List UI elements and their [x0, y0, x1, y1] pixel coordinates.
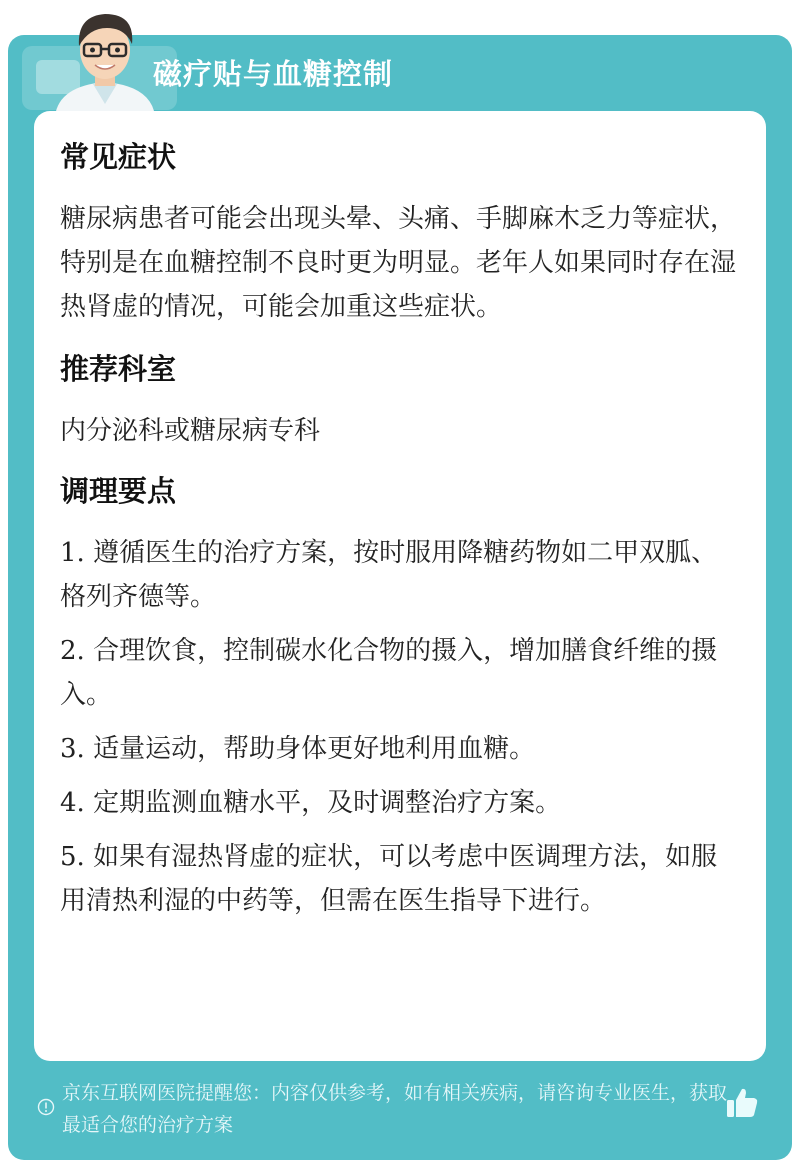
page-title: 磁疗贴与血糖控制: [153, 57, 394, 91]
info-icon: [37, 1098, 55, 1116]
disclaimer-text: 京东互联网医院提醒您：内容仅供参考，如有相关疾病，请咨询专业医生，获取最适合您的治疗方案: [62, 1082, 728, 1136]
section-heading-department: 推荐科室: [60, 352, 177, 386]
list-item: [60, 727, 740, 771]
list-item-number: 1.: [60, 538, 85, 568]
list-item-text: 如果有湿热肾虚的症状，可以考虑中医调理方法，如服用清热利湿的中药等，但需在医生指导下进行。: [60, 842, 718, 916]
list-item-number: 5.: [60, 842, 85, 872]
list-item: [60, 781, 740, 825]
list-item: [60, 531, 740, 619]
list-item-number: 4.: [60, 788, 85, 818]
doctor-avatar: [45, 4, 165, 116]
content-card: [34, 111, 766, 1061]
thumbs-up-icon[interactable]: [724, 1085, 760, 1121]
list-item: [60, 835, 740, 923]
list-item: [60, 629, 740, 717]
list-item-text: 合理饮食，控制碳水化合物的摄入，增加膳食纤维的摄入。: [60, 636, 718, 710]
section-heading-symptoms: 常见症状: [60, 140, 177, 174]
list-item-number: 2.: [60, 636, 85, 666]
section-heading-care: 调理要点: [60, 474, 177, 508]
list-item-text: 定期监测血糖水平，及时调整治疗方案。: [93, 788, 562, 818]
symptoms-text: 糖尿病患者可能会出现头晕、头痛、手脚麻木乏力等症状，特别是在血糖控制不良时更为明显。老年人如果同时存在湿热肾虚的情况，可能会加重这些症状。: [60, 204, 737, 322]
list-item-text: 遵循医生的治疗方案，按时服用降糖药物如二甲双胍、格列齐德等。: [60, 538, 718, 612]
list-item-text: 适量运动，帮助身体更好地利用血糖。: [93, 734, 536, 764]
department-text: 内分泌科或糖尿病专科: [60, 416, 321, 446]
card-content: [60, 133, 740, 923]
list-item-number: 3.: [60, 734, 85, 764]
